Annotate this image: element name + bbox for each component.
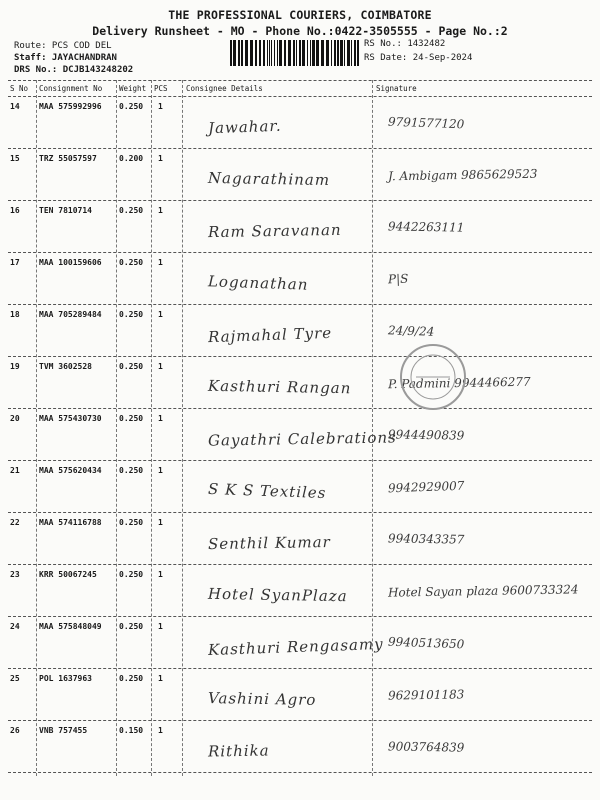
document-subtitle: Delivery Runsheet - MO - Phone No.:0422-3505555 - Page No.:2 [92,24,508,38]
row-pcs: 1 [158,674,163,683]
drs-number: DRS No.: DCJB143248202 [14,65,134,75]
row-sno: 18 [10,310,20,319]
table-row [8,148,592,200]
row-weight: 0.250 [119,362,144,371]
row-weight: 0.250 [119,310,144,319]
document-title: THE PROFESSIONAL COURIERS, COIMBATORE [168,8,432,22]
row-pcs: 1 [158,518,163,527]
row-consignment-no: TVM 3602528 [39,362,92,371]
table-row [8,356,592,408]
table-row [8,564,592,616]
row-signature-handwritten: 9791577120 [387,114,465,132]
row-pcs: 1 [158,258,163,267]
row-consignee-handwritten: S K S Textiles [207,479,327,503]
row-pcs: 1 [158,102,163,111]
row-signature-handwritten: 24/9/24 [387,323,435,339]
row-weight: 0.250 [119,622,144,631]
row-weight: 0.250 [119,258,144,267]
row-consignee-handwritten: Nagarathinam [207,168,331,190]
row-consignee-handwritten: Senthil Kumar [207,532,331,554]
row-consignment-no: MAA 100159606 [39,258,102,267]
row-sno: 24 [10,622,20,631]
row-signature-handwritten: 9629101183 [387,687,465,703]
row-signature-handwritten: 9940513650 [387,634,465,652]
row-sno: 21 [10,466,20,475]
table-row [8,96,592,148]
row-sno: 25 [10,674,20,683]
row-pcs: 1 [158,206,163,215]
row-weight: 0.250 [119,518,144,527]
table-row [8,720,592,772]
runsheet-table [8,80,592,776]
row-consignment-no: MAA 705289484 [39,310,102,319]
table-row [8,200,592,252]
company-seal-stamp [398,342,468,412]
row-sno: 17 [10,258,20,267]
row-consignment-no: TEN 7810714 [39,206,92,215]
row-pcs: 1 [158,570,163,579]
col-header-weight: Weight [119,84,147,93]
row-signature-handwritten: 9942929007 [387,478,465,496]
row-consignee-handwritten: Rithika [207,741,270,761]
row-sno: 22 [10,518,20,527]
row-consignment-no: MAA 574116788 [39,518,102,527]
row-signature-handwritten: 9944490839 [387,427,465,443]
rs-date: RS Date: 24-Sep-2024 [364,53,473,63]
row-pcs: 1 [158,154,163,163]
table-row [8,668,592,720]
row-consignee-handwritten: Vashini Agro [207,689,317,709]
rs-number: RS No.: 1432482 [364,39,446,49]
row-sno: 16 [10,206,20,215]
row-signature-handwritten: P|S [387,271,409,287]
row-consignment-no: MAA 575848049 [39,622,102,631]
row-weight: 0.250 [119,414,144,423]
row-signature-handwritten: P. Padmini 9944466277 [387,374,531,392]
table-row [8,304,592,356]
table-row [8,408,592,460]
row-weight: 0.250 [119,674,144,683]
row-pcs: 1 [158,466,163,475]
table-row [8,512,592,564]
staff-label: Staff: JAYACHANDRAN [14,53,117,63]
row-consignment-no: VNB 757455 [39,726,88,735]
row-weight: 0.250 [119,206,144,215]
row-sno: 23 [10,570,20,579]
row-sno: 26 [10,726,20,735]
row-weight: 0.250 [119,102,144,111]
row-pcs: 1 [158,362,163,371]
table-row [8,460,592,512]
col-header-signature: Signature [376,84,417,93]
table-row [8,252,592,304]
row-weight: 0.250 [119,466,144,475]
row-consignment-no: TRZ 55057597 [39,154,97,163]
row-consignee-handwritten: Rajmahal Tyre [207,323,333,347]
table-top-rule [8,80,592,81]
row-weight: 0.200 [119,154,144,163]
row-consignment-no: MAA 575430730 [39,414,102,423]
col-header-pcs: PCS [154,84,168,93]
row-sno: 19 [10,362,20,371]
row-pcs: 1 [158,622,163,631]
row-consignee-handwritten: Loganathan [207,272,309,294]
row-consignee-handwritten: Kasthuri Rangan [207,376,352,398]
row-signature-handwritten: 9940343357 [387,531,465,547]
col-header-sno: S No [10,84,29,93]
row-consignment-no: POL 1637963 [39,674,92,683]
row-consignee-handwritten: Ram Saravanan [207,220,342,242]
table-row [8,616,592,668]
row-pcs: 1 [158,414,163,423]
row-sno: 20 [10,414,20,423]
row-consignee-handwritten: Hotel SyanPlaza [207,584,348,606]
row-sno: 14 [10,102,20,111]
row-consignee-handwritten: Jawahar. [207,116,282,138]
row-weight: 0.150 [119,726,144,735]
row-consignment-no: MAA 575620434 [39,466,102,475]
barcode [230,40,360,66]
col-header-consignment: Consignment No [39,84,103,93]
row-rule [8,772,592,773]
row-signature-handwritten: J. Ambigam 9865629523 [387,166,538,184]
row-weight: 0.250 [119,570,144,579]
route-label: Route: PCS COD DEL [14,41,112,51]
row-consignee-handwritten: Gayathri Calebrations [207,428,397,450]
row-pcs: 1 [158,310,163,319]
row-consignee-handwritten: Kasthuri Rengasamy [207,634,384,660]
row-pcs: 1 [158,726,163,735]
row-signature-handwritten: 9003764839 [387,739,465,755]
row-consignment-no: MAA 575992996 [39,102,102,111]
row-sno: 15 [10,154,20,163]
col-header-consignee: Consignee Details [186,84,263,93]
row-signature-handwritten: 9442263111 [387,219,465,235]
row-consignment-no: KRR 50067245 [39,570,97,579]
row-signature-handwritten: Hotel Sayan plaza 9600733324 [387,582,579,600]
